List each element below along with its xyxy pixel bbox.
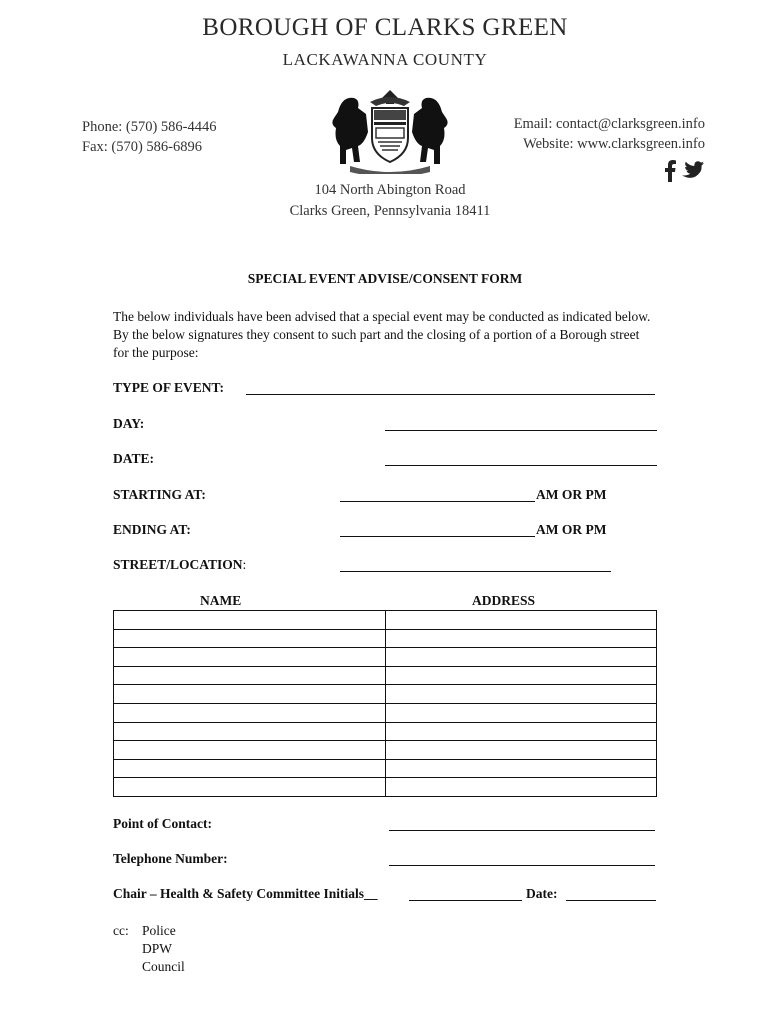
address-cell[interactable] bbox=[386, 666, 657, 685]
email-address: Email: contact@clarksgreen.info bbox=[513, 116, 705, 132]
name-cell[interactable] bbox=[114, 648, 386, 667]
telephone-number-label: Telephone Number: bbox=[113, 851, 228, 866]
address-cell[interactable] bbox=[386, 741, 657, 760]
form-title: SPECIAL EVENT ADVISE/CONSENT FORM bbox=[247, 271, 523, 286]
street-location-label bbox=[113, 557, 246, 573]
name-cell[interactable] bbox=[114, 666, 386, 685]
table-row bbox=[114, 648, 657, 667]
point-of-contact-label: Point of Contact: bbox=[113, 816, 212, 831]
signoff-date-label: Date: bbox=[526, 886, 558, 901]
table-row bbox=[114, 759, 657, 778]
street-location-text: STREET/LOCATION bbox=[113, 557, 243, 572]
chair-initials-label: Chair – Health & Safety Committee Initials__ bbox=[113, 886, 378, 901]
social-links bbox=[664, 160, 704, 182]
address-street: 104 North Abington Road bbox=[314, 182, 466, 198]
starting-at-label: STARTING AT: bbox=[113, 487, 206, 502]
website-address: Website: www.clarksgreen.info bbox=[523, 136, 705, 152]
county-name: LACKAWANNA COUNTY bbox=[282, 50, 488, 69]
name-cell[interactable] bbox=[114, 611, 386, 630]
address-cell[interactable] bbox=[386, 648, 657, 667]
address-cell[interactable] bbox=[386, 629, 657, 648]
name-cell[interactable] bbox=[114, 629, 386, 648]
name-cell[interactable] bbox=[114, 722, 386, 741]
address-cell[interactable] bbox=[386, 703, 657, 722]
address-cell[interactable] bbox=[386, 685, 657, 704]
name-cell[interactable] bbox=[114, 759, 386, 778]
ending-at-line[interactable] bbox=[340, 536, 535, 537]
cc-list bbox=[113, 922, 185, 974]
address-cell[interactable] bbox=[386, 778, 657, 797]
day-label: DAY: bbox=[113, 416, 145, 431]
cc-recipient-dpw: DPW bbox=[142, 941, 172, 956]
type-of-event-label: TYPE OF EVENT: bbox=[113, 380, 225, 395]
name-address-table bbox=[113, 610, 657, 797]
date-label: DATE: bbox=[113, 451, 155, 466]
table-row bbox=[114, 741, 657, 760]
table-row bbox=[114, 703, 657, 722]
street-location-line[interactable] bbox=[340, 571, 611, 572]
phone-number: Phone: (570) 586-4446 bbox=[82, 119, 217, 135]
name-cell[interactable] bbox=[114, 778, 386, 797]
twitter-icon[interactable] bbox=[682, 160, 704, 182]
cc-recipient-police: Police bbox=[142, 923, 176, 938]
street-location-colon: : bbox=[242, 557, 247, 572]
address-city: Clarks Green, Pennsylvania 18411 bbox=[289, 203, 491, 219]
name-cell[interactable] bbox=[114, 685, 386, 704]
ending-at-label: ENDING AT: bbox=[113, 522, 191, 537]
name-column-header: NAME bbox=[200, 593, 242, 608]
form-intro: The below individuals have been advised that a special event may be conducted as indicated below. By the below signatures they consent to such part and the closing of a portion of a Borough street for the purpose: bbox=[113, 309, 651, 360]
table-row bbox=[114, 611, 657, 630]
name-cell[interactable] bbox=[114, 741, 386, 760]
telephone-number-line[interactable] bbox=[389, 865, 655, 866]
borough-seal-icon bbox=[320, 88, 460, 179]
signoff-date-line[interactable] bbox=[566, 900, 656, 901]
address-cell[interactable] bbox=[386, 759, 657, 778]
address-column-header: ADDRESS bbox=[472, 593, 536, 608]
cc-recipient-council: Council bbox=[142, 959, 185, 974]
table-row bbox=[114, 722, 657, 741]
facebook-icon[interactable] bbox=[664, 160, 676, 182]
starting-am-pm-label: AM OR PM bbox=[536, 487, 607, 502]
address-cell[interactable] bbox=[386, 611, 657, 630]
point-of-contact-line[interactable] bbox=[389, 830, 655, 831]
borough-name: BOROUGH OF CLARKS GREEN bbox=[202, 14, 568, 41]
name-cell[interactable] bbox=[114, 703, 386, 722]
type-of-event-line[interactable] bbox=[246, 394, 655, 395]
cc-recipients bbox=[142, 922, 185, 976]
chair-initials-line[interactable] bbox=[409, 900, 522, 901]
table-row bbox=[114, 666, 657, 685]
ending-am-pm-label: AM OR PM bbox=[536, 522, 607, 537]
cc-label: cc: bbox=[113, 923, 129, 938]
date-line[interactable] bbox=[385, 465, 657, 466]
contact-email-web bbox=[440, 114, 705, 154]
address-cell[interactable] bbox=[386, 722, 657, 741]
borough-address bbox=[0, 180, 770, 222]
table-row bbox=[114, 685, 657, 704]
starting-at-line[interactable] bbox=[340, 501, 535, 502]
contact-phone-fax bbox=[82, 117, 217, 157]
fax-number: Fax: (570) 586-6896 bbox=[82, 139, 203, 155]
table-row bbox=[114, 629, 657, 648]
table-row bbox=[114, 778, 657, 797]
day-line[interactable] bbox=[385, 430, 657, 431]
